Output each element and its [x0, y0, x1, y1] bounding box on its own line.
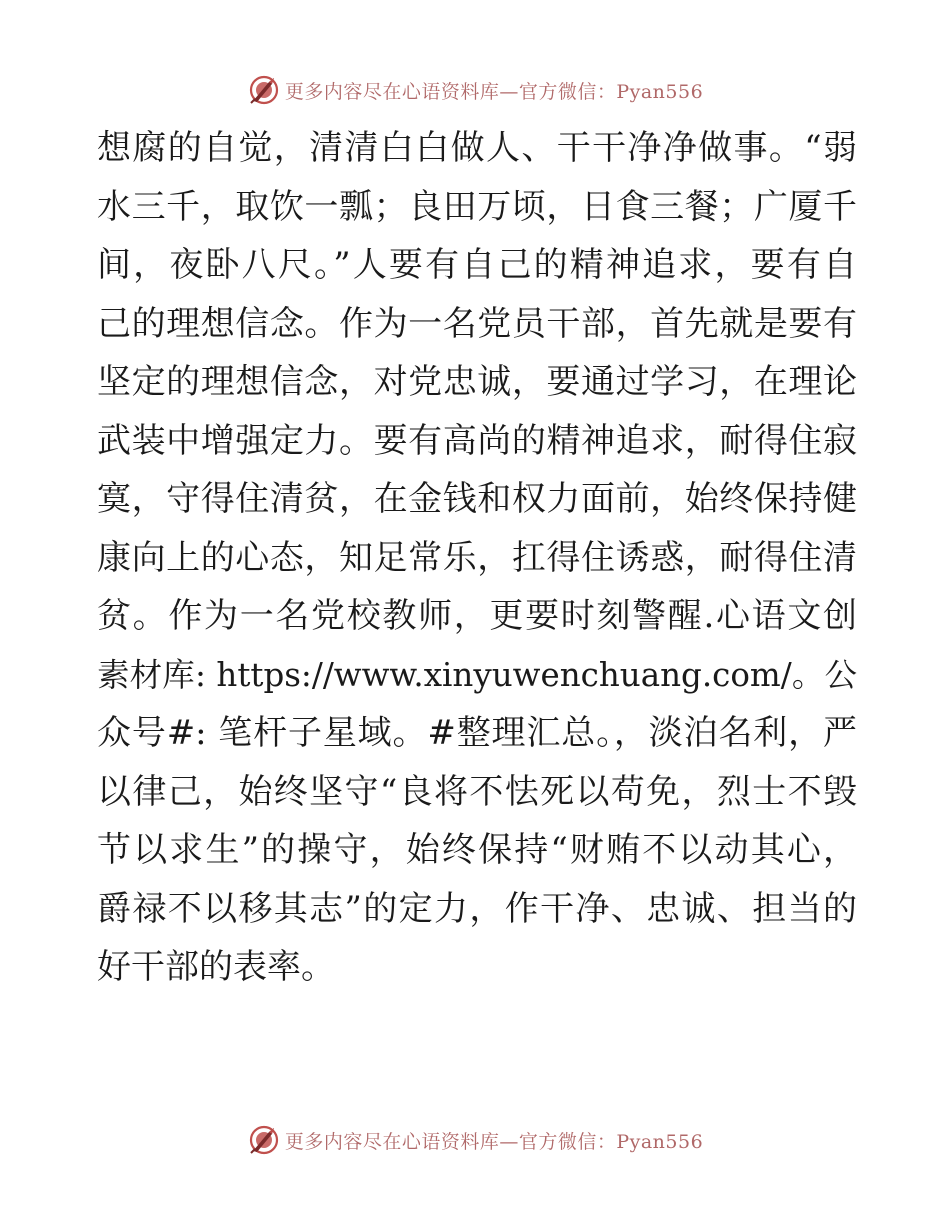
- header-banner: [0, 70, 950, 110]
- body-line: 爵禄不以移其志”的定力，作干净、忠诚、担当的: [97, 888, 857, 929]
- body-line: 水三千，取饮一瓢；良田万顷，日食三餐；广厦千: [97, 186, 857, 227]
- body-line: 众号#: 笔杆子星域。#整理汇总。，淡泊名利，严: [97, 713, 857, 753]
- body-line: 贫。作为一名党校教师，更要时刻警醒.心语文创: [97, 596, 857, 636]
- body-line: 想腐的自觉，清清白白做人、干干净净做事。“弱: [97, 128, 857, 168]
- body-line: 间，夜卧八尺。”人要有自己的精神追求，要有自: [97, 245, 857, 285]
- quill-pen-logo-icon: [247, 73, 281, 107]
- body-line: 寞，守得住清贫，在金钱和权力面前，始终保持健: [97, 479, 857, 519]
- footer-banner: [0, 1120, 950, 1160]
- body-line: 武装中增强定力。要有高尚的精神追求，耐得住寂: [97, 420, 857, 461]
- quill-pen-logo-icon: [247, 1123, 281, 1157]
- body-line-last: 好干部的表率。: [97, 947, 335, 987]
- body-line: 坚定的理想信念，对党忠诚，要通过学习，在理论: [97, 362, 857, 402]
- body-line: 以律己，始终坚守“良将不怯死以苟免，烈士不毁: [97, 771, 857, 812]
- body-line: 康向上的心态，知足常乐，扛得住诱惑，耐得住清: [97, 537, 857, 578]
- body-line: 节以求生”的操守，始终保持“财贿不以动其心，: [97, 830, 857, 870]
- body-line-url: 素材库: https://www.xinyuwenchuang.com/。公: [97, 655, 857, 694]
- document-body: [97, 119, 857, 997]
- footer-banner-text: 更多内容尽在心语资料库—官方微信：Pyan556: [284, 1130, 704, 1153]
- header-banner-text: 更多内容尽在心语资料库—官方微信：Pyan556: [284, 80, 704, 103]
- body-line: 己的理想信念。作为一名党员干部，首先就是要有: [97, 303, 857, 344]
